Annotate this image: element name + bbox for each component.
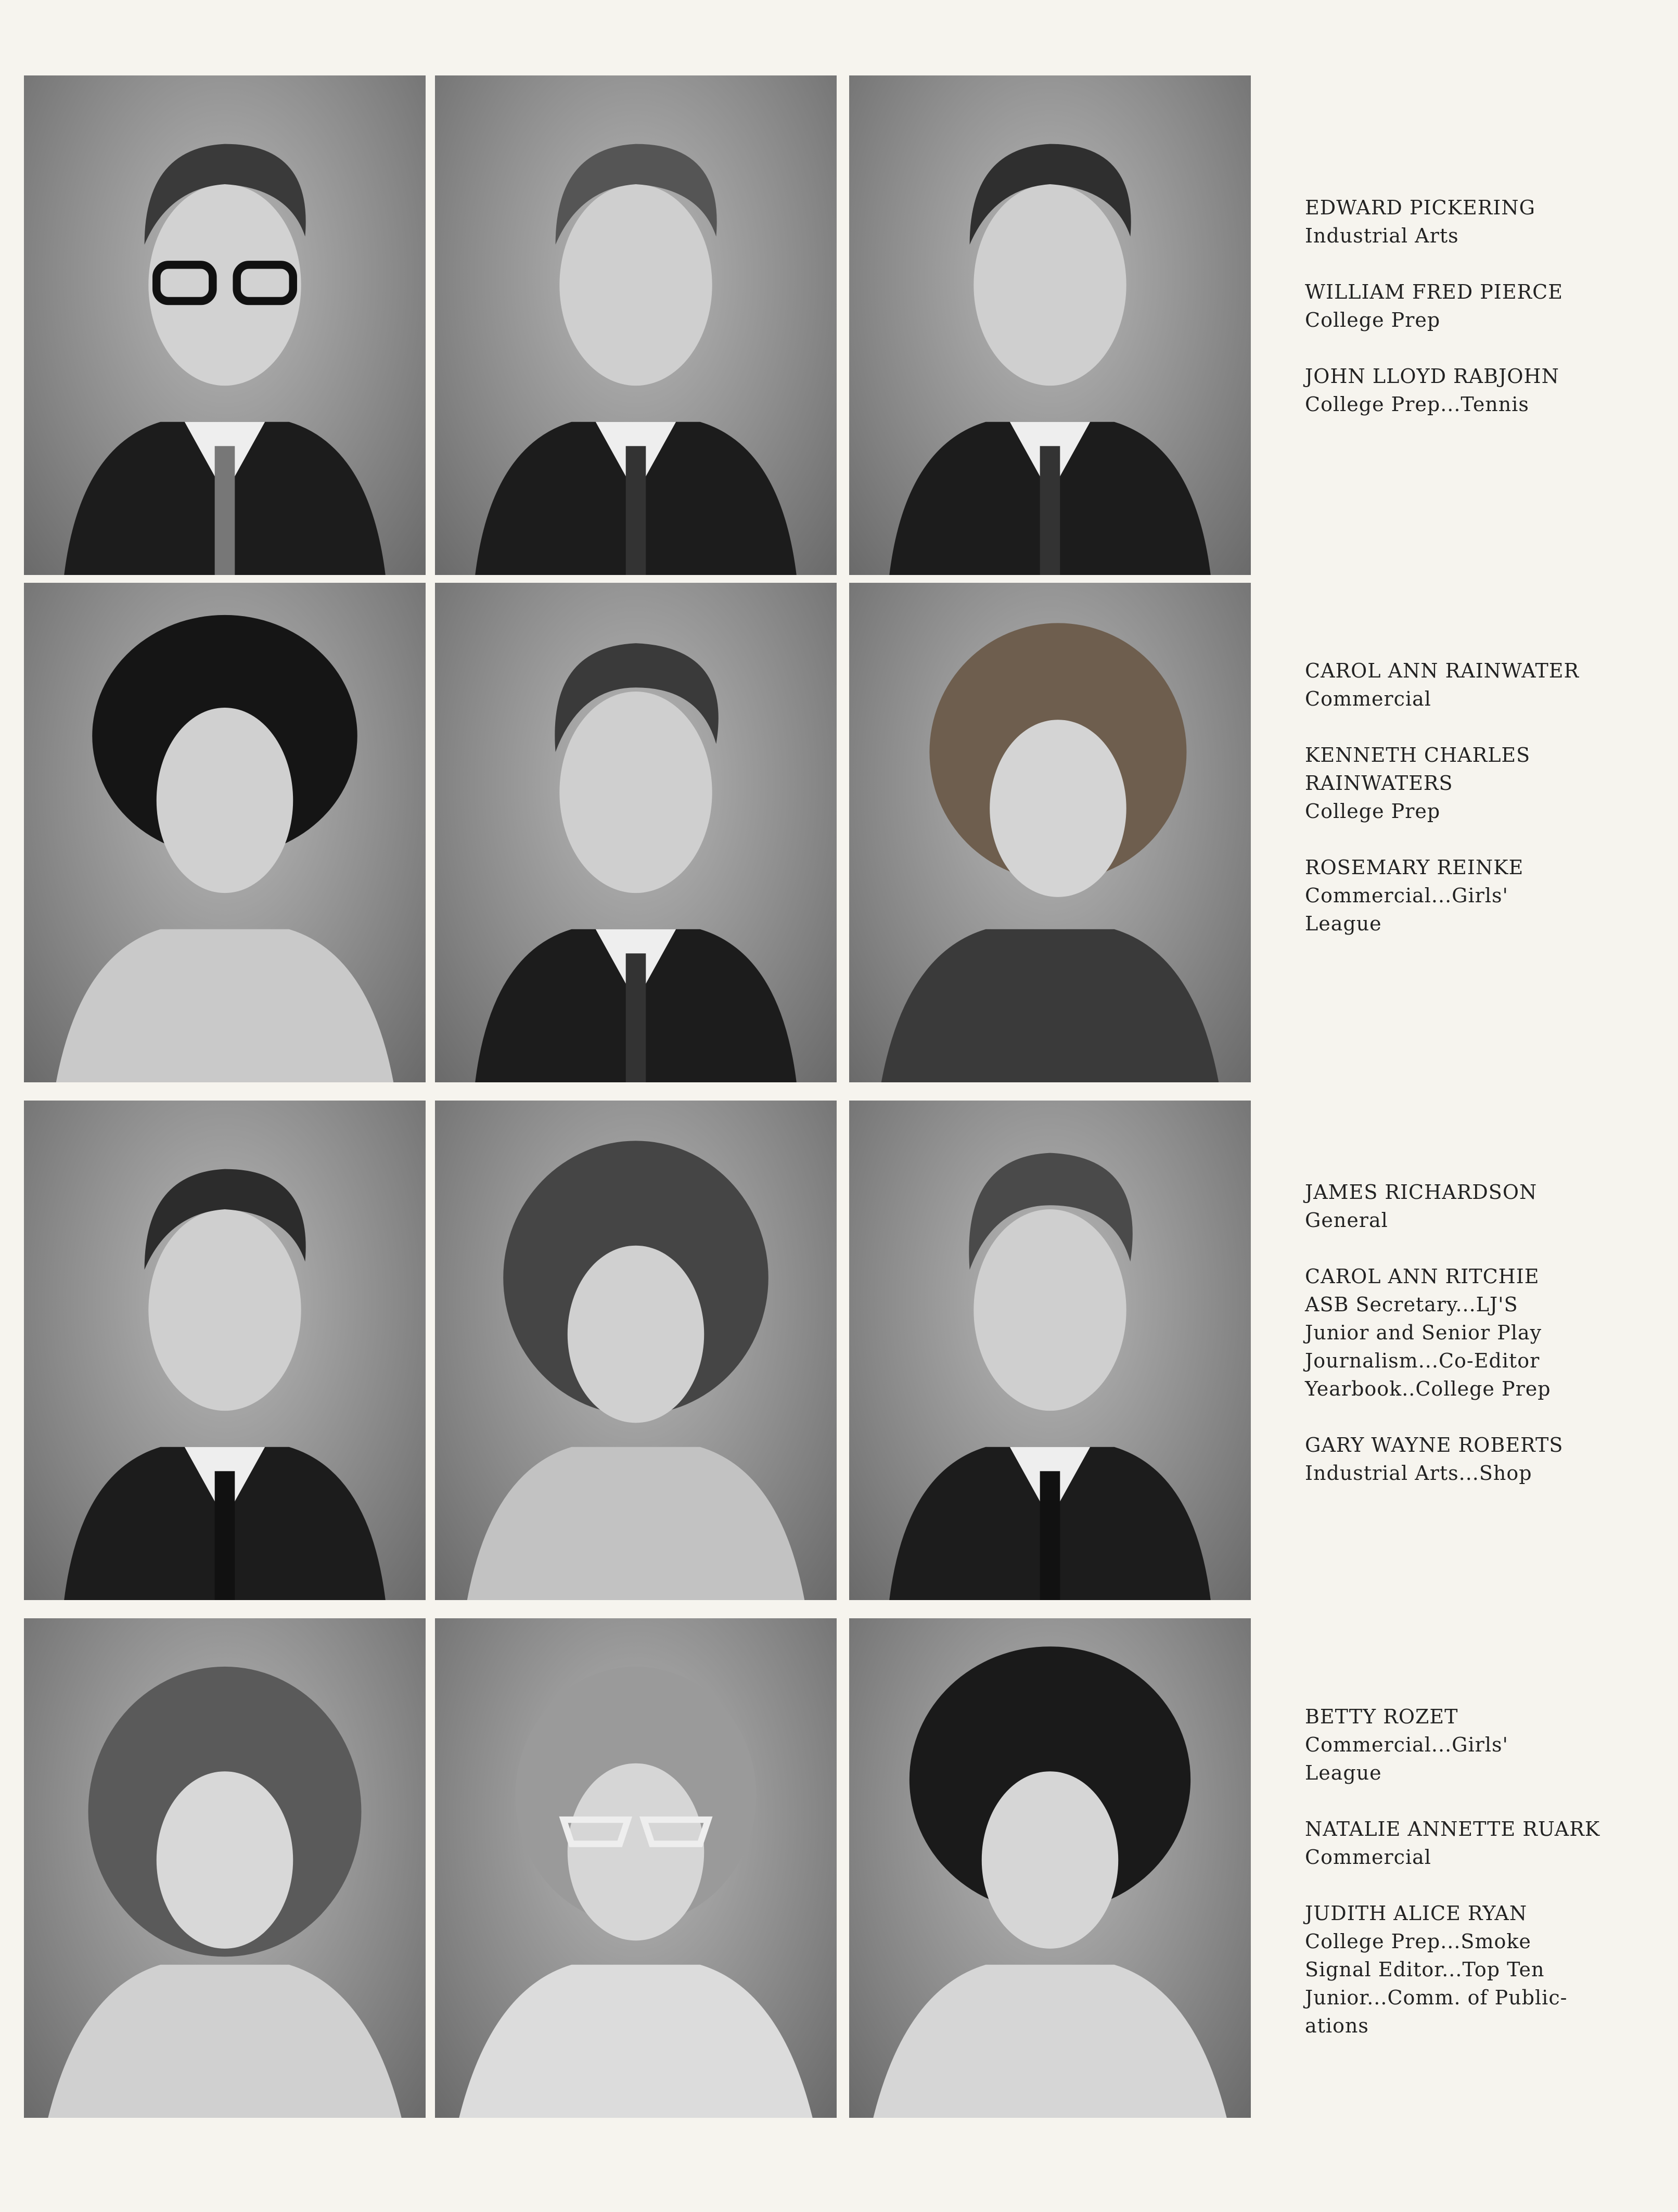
student-detail: RAINWATERS (1305, 772, 1453, 795)
student-detail: General (1305, 1209, 1388, 1232)
student-entry (1305, 1262, 1664, 1403)
student-detail: Commercial (1305, 687, 1431, 710)
student-detail: Commercial (1305, 1846, 1431, 1869)
portrait-photo (435, 1101, 837, 1600)
student-entry (1305, 362, 1664, 418)
student-detail: ASB Secretary...LJ'S (1305, 1293, 1518, 1316)
student-detail: College Prep...Smoke (1305, 1930, 1531, 1953)
student-name: CAROL ANN RITCHIE (1305, 1265, 1540, 1288)
student-detail: College Prep...Tennis (1305, 393, 1529, 416)
student-entry (1305, 741, 1664, 825)
student-entry (1305, 1899, 1664, 2040)
student-name: JUDITH ALICE RYAN (1305, 1902, 1528, 1925)
student-detail: College Prep (1305, 309, 1441, 331)
student-detail: Industrial Arts...Shop (1305, 1462, 1532, 1485)
portrait-photo (435, 1618, 837, 2118)
student-detail: Junior and Senior Play (1305, 1321, 1542, 1344)
student-name: BETTY ROZET (1305, 1705, 1458, 1728)
student-entry (1305, 657, 1664, 713)
student-name: GARY WAYNE ROBERTS (1305, 1434, 1564, 1456)
student-entry (1305, 194, 1664, 250)
student-name: JAMES RICHARDSON (1305, 1181, 1538, 1204)
student-name: JOHN LLOYD RABJOHN (1305, 365, 1559, 388)
student-detail: Commercial...Girls' (1305, 1733, 1508, 1756)
portrait-photo (435, 583, 837, 1082)
student-name: ROSEMARY REINKE (1305, 856, 1524, 879)
student-detail: ations (1305, 2014, 1369, 2037)
portrait-photo (24, 1618, 426, 2118)
student-detail: Industrial Arts (1305, 224, 1459, 247)
portrait-photo (435, 75, 837, 575)
student-name: NATALIE ANNETTE RUARK (1305, 1818, 1600, 1840)
student-entry (1305, 278, 1664, 334)
portrait-photo (24, 75, 426, 575)
student-name: EDWARD PICKERING (1305, 196, 1535, 219)
student-name: WILLIAM FRED PIERCE (1305, 280, 1563, 303)
student-entry (1305, 1703, 1664, 1787)
caption-block-row-4 (1305, 1703, 1664, 2068)
student-name: CAROL ANN RAINWATER (1305, 659, 1580, 682)
portrait-photo (24, 1101, 426, 1600)
student-detail: Journalism...Co-Editor (1305, 1349, 1540, 1372)
student-detail: League (1305, 1761, 1382, 1784)
portrait-photo (849, 1618, 1251, 2118)
portrait-photo (849, 583, 1251, 1082)
caption-block-row-2 (1305, 657, 1664, 966)
portrait-photo (24, 583, 426, 1082)
student-detail: League (1305, 912, 1382, 935)
portrait-photo (849, 75, 1251, 575)
student-detail: Yearbook..College Prep (1305, 1377, 1551, 1400)
caption-block-row-3 (1305, 1178, 1664, 1515)
caption-block-row-1 (1305, 194, 1664, 446)
student-entry (1305, 1431, 1664, 1487)
student-name: KENNETH CHARLES (1305, 744, 1531, 766)
student-entry (1305, 1178, 1664, 1234)
student-detail: Signal Editor...Top Ten (1305, 1958, 1545, 1981)
portrait-photo (849, 1101, 1251, 1600)
student-detail: College Prep (1305, 800, 1441, 823)
student-detail: Junior...Comm. of Public- (1305, 1986, 1568, 2009)
student-entry (1305, 1815, 1664, 1871)
student-detail: Commercial...Girls' (1305, 884, 1508, 907)
student-entry (1305, 853, 1664, 938)
